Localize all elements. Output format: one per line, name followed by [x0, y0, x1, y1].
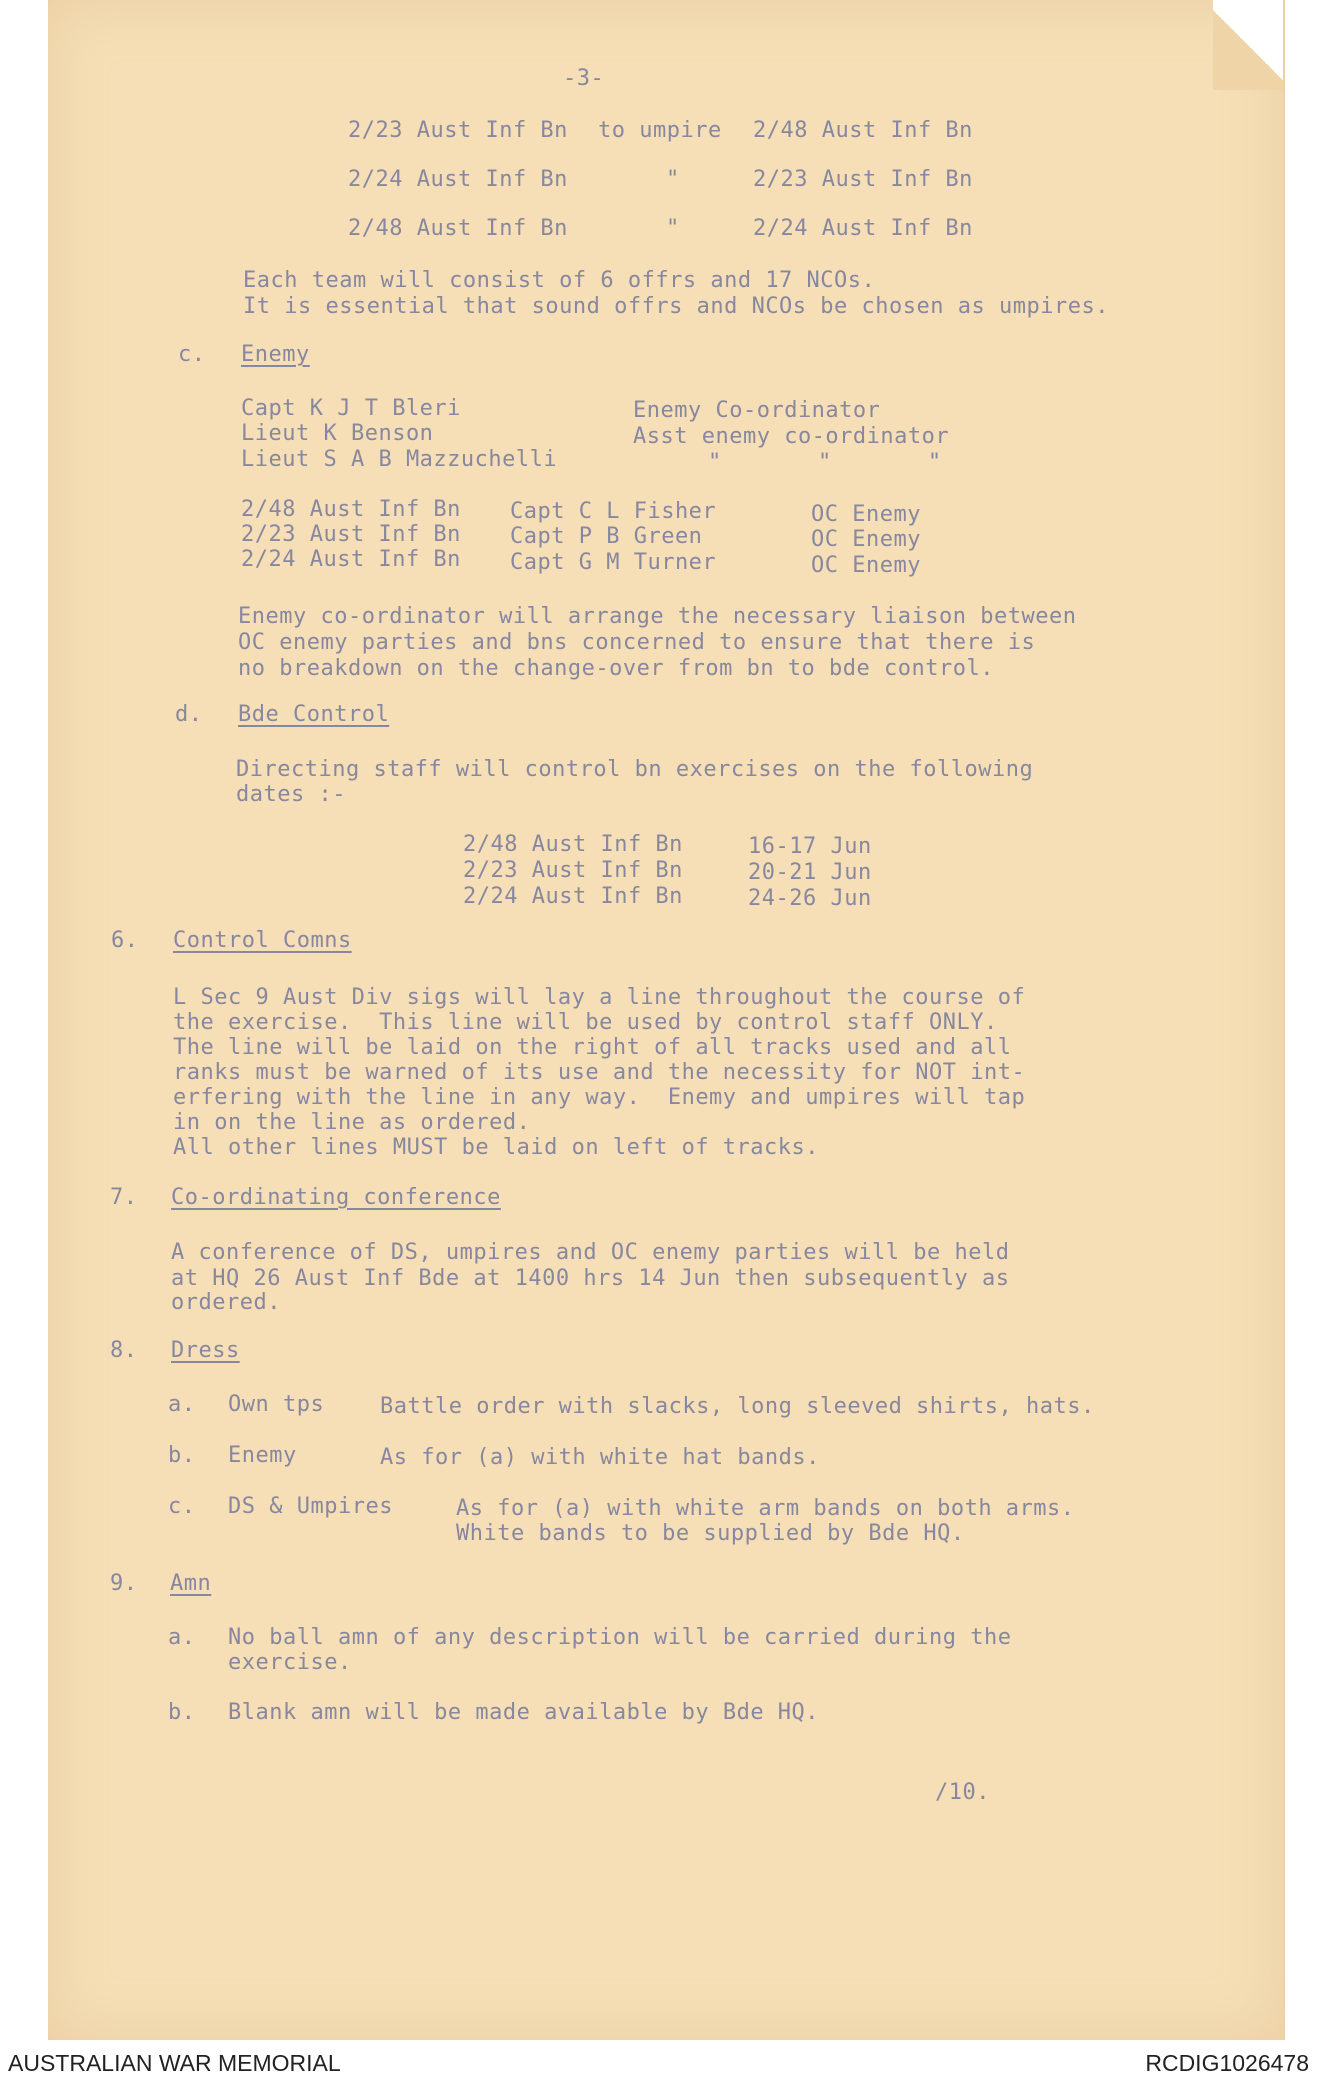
- date-value: 24-26 Jun: [748, 886, 872, 911]
- umpire-row-unit: 2/48 Aust Inf Bn: [348, 216, 568, 241]
- section-heading: Dress: [171, 1338, 240, 1363]
- enemy-unit: 2/24 Aust Inf Bn: [241, 547, 461, 572]
- paragraph-line: at HQ 26 Aust Inf Bde at 1400 hrs 14 Jun then subsequently as: [171, 1266, 1010, 1291]
- section-heading: Control Comns: [173, 928, 352, 953]
- section-number: 7.: [110, 1185, 138, 1210]
- item-label: Own tps: [228, 1392, 325, 1417]
- enemy-unit: 2/23 Aust Inf Bn: [241, 522, 461, 547]
- coordinator-name: Capt K J T Bleri: [241, 396, 461, 421]
- document-page: [48, 0, 1285, 2040]
- item-letter: b.: [168, 1443, 196, 1468]
- item-letter: a.: [168, 1625, 196, 1650]
- item-label: DS & Umpires: [228, 1494, 393, 1519]
- enemy-role: OC Enemy: [811, 527, 921, 552]
- date-unit: 2/24 Aust Inf Bn: [463, 884, 683, 909]
- page-number: -3-: [563, 66, 605, 91]
- item-text: As for (a) with white hat bands.: [380, 1445, 820, 1470]
- bde-control-heading: Bde Control: [238, 702, 390, 727]
- section-number: 8.: [110, 1338, 138, 1363]
- paragraph-line: The line will be laid on the right of all tracks used and all: [173, 1035, 1012, 1060]
- enemy-role: OC Enemy: [811, 553, 921, 578]
- next-page-marker: /10.: [935, 1780, 990, 1805]
- paragraph-line: no breakdown on the change-over from bn to bde control.: [238, 656, 994, 681]
- paragraph-line: the exercise. This line will be used by control staff ONLY.: [173, 1010, 998, 1035]
- section-number: 9.: [110, 1571, 138, 1596]
- item-text: exercise.: [228, 1650, 352, 1675]
- footer-left: AUSTRALIAN WAR MEMORIAL: [8, 2050, 341, 2076]
- coordinator-role: " " ": [708, 450, 942, 475]
- paragraph-line: Each team will consist of 6 offrs and 17 NCOs.: [243, 268, 876, 293]
- section-heading: Co-ordinating conference: [171, 1185, 501, 1210]
- paragraph-line: ordered.: [171, 1290, 281, 1315]
- paragraph-line: OC enemy parties and bns concerned to ensure that there is: [238, 630, 1036, 655]
- enemy-role: OC Enemy: [811, 502, 921, 527]
- umpire-row-target: 2/48 Aust Inf Bn: [753, 118, 973, 143]
- folded-corner: [1213, 0, 1283, 90]
- paragraph-line: ranks must be warned of its use and the necessity for NOT int-: [173, 1060, 1026, 1085]
- date-unit: 2/48 Aust Inf Bn: [463, 832, 683, 857]
- section-number: 6.: [111, 928, 139, 953]
- item-letter: b.: [168, 1700, 196, 1725]
- enemy-officer: Capt P B Green: [510, 524, 703, 549]
- enemy-officer: Capt C L Fisher: [510, 499, 717, 524]
- subsection-letter: d.: [175, 702, 203, 727]
- umpire-row-target: 2/24 Aust Inf Bn: [753, 216, 973, 241]
- paragraph-line: in on the line as ordered.: [173, 1110, 531, 1135]
- item-letter: c.: [168, 1494, 196, 1519]
- item-letter: a.: [168, 1392, 196, 1417]
- umpire-row-mid: ": [666, 216, 680, 241]
- item-text: As for (a) with white arm bands on both arms.: [456, 1496, 1075, 1521]
- date-value: 20-21 Jun: [748, 860, 872, 885]
- umpire-row-target: 2/23 Aust Inf Bn: [753, 167, 973, 192]
- enemy-unit: 2/48 Aust Inf Bn: [241, 497, 461, 522]
- paragraph-line: erfering with the line in any way. Enemy and umpires will tap: [173, 1085, 1026, 1110]
- subsection-letter: c.: [178, 342, 206, 367]
- umpire-row-unit: 2/24 Aust Inf Bn: [348, 167, 568, 192]
- date-unit: 2/23 Aust Inf Bn: [463, 858, 683, 883]
- coordinator-name: Lieut K Benson: [241, 421, 434, 446]
- paragraph-line: It is essential that sound offrs and NCOs be chosen as umpires.: [243, 294, 1109, 319]
- umpire-row-mid: ": [666, 167, 680, 192]
- item-label: Enemy: [228, 1443, 297, 1468]
- paragraph-line: L Sec 9 Aust Div sigs will lay a line throughout the course of: [173, 985, 1026, 1010]
- item-text: Battle order with slacks, long sleeved shirts, hats.: [380, 1394, 1095, 1419]
- section-heading: Amn: [170, 1571, 212, 1596]
- item-text: No ball amn of any description will be carried during the: [228, 1625, 1012, 1650]
- paragraph-line: Enemy co-ordinator will arrange the necessary liaison between: [238, 604, 1077, 629]
- umpire-row-mid: to umpire: [598, 118, 722, 143]
- paragraph-line: A conference of DS, umpires and OC enemy parties will be held: [171, 1240, 1010, 1265]
- enemy-heading: Enemy: [241, 342, 310, 367]
- coordinator-role: Enemy Co-ordinator: [633, 398, 881, 423]
- footer-right: RCDIG1026478: [1145, 2050, 1309, 2076]
- enemy-officer: Capt G M Turner: [510, 550, 717, 575]
- item-text: Blank amn will be made available by Bde HQ.: [228, 1700, 820, 1725]
- coordinator-name: Lieut S A B Mazzuchelli: [241, 447, 558, 472]
- umpire-row-unit: 2/23 Aust Inf Bn: [348, 118, 568, 143]
- paragraph-line: Directing staff will control bn exercises on the following: [236, 757, 1034, 782]
- paragraph-line: All other lines MUST be laid on left of tracks.: [173, 1135, 820, 1160]
- paragraph-line: dates :-: [236, 782, 346, 807]
- coordinator-role: Asst enemy co-ordinator: [633, 424, 950, 449]
- item-text: White bands to be supplied by Bde HQ.: [456, 1521, 965, 1546]
- date-value: 16-17 Jun: [748, 834, 872, 859]
